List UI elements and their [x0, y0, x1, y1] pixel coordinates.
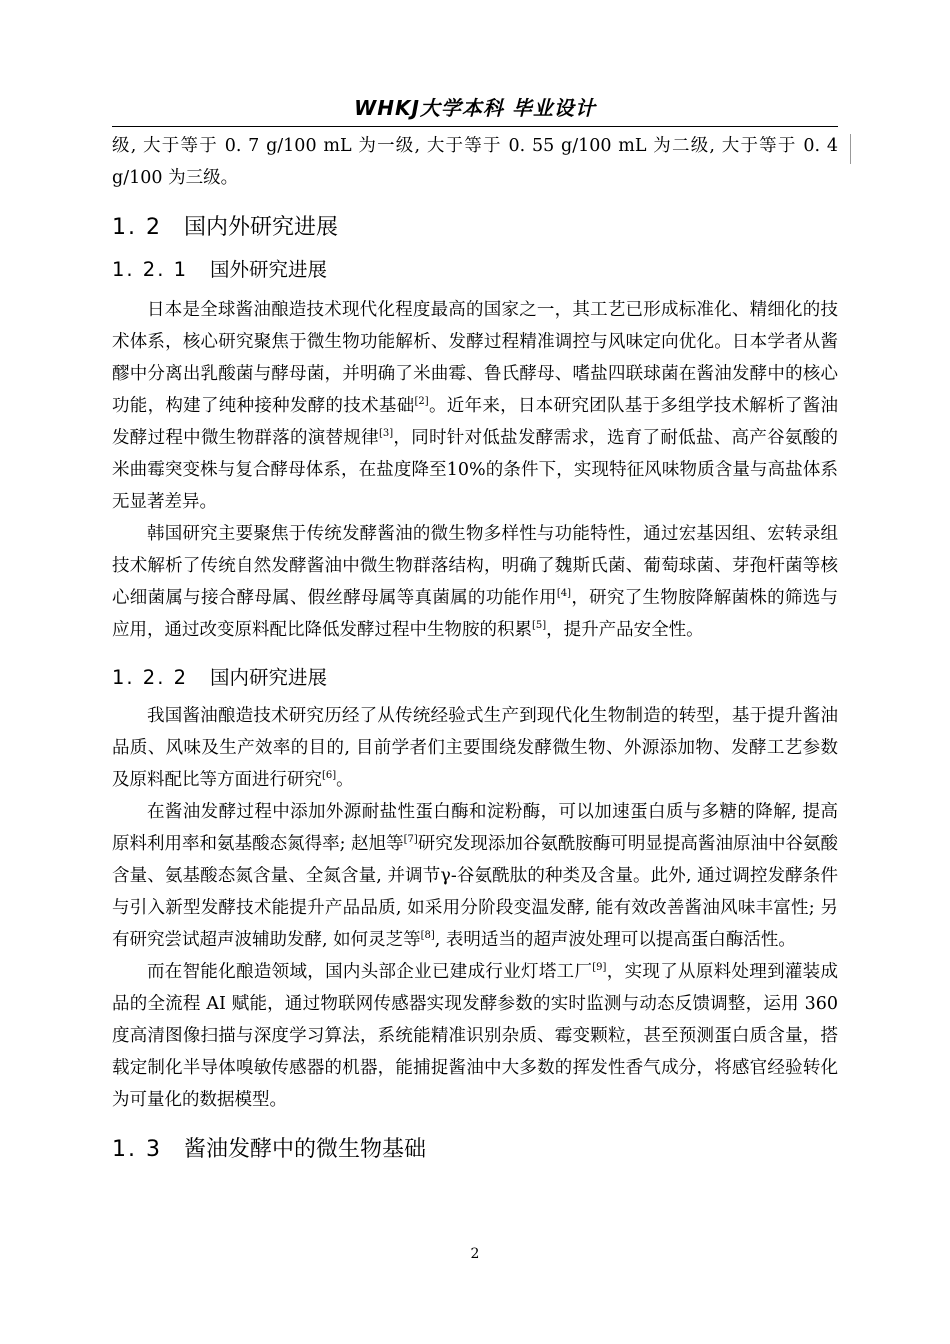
paragraph-smart-brewing [112, 956, 838, 1116]
document-body [112, 130, 838, 1166]
section-heading-1-2 [112, 212, 838, 244]
citation-4: [4] [556, 588, 572, 599]
text-run: 在酱油发酵过程中添加外源耐盐性蛋白酶和淀粉酶，可以加速蛋白质与多糖的降解, 提高原料利用率和氨基酸态氮得率; 赵旭等 [112, 802, 838, 854]
citation-8: [8] [420, 930, 435, 941]
section-number: 1. 2 [112, 215, 162, 240]
text-run: ，提升产品安全性。 [546, 620, 704, 640]
text-run: 日本是全球酱油酿造技术现代化程度最高的国家之一，其工艺已形成标准化、精细化的技术体系，核心研究聚焦于微生物功能解析、发酵过程精准调控与风味定向优化。日本学者从酱醪中分离出乳酸菌与酵母菌，并明确了米曲霉、鲁氏酵母、嗜盐四联球菌在酱油发酵中的核心功能，构建了纯种接种发酵的技术基础 [112, 300, 838, 416]
section-title: 国内外研究进展 [183, 215, 338, 240]
text-run: ，研究了生物胺降解菌株的筛选与应用，通过改变原料配比降低发酵过程中生物胺的积累 [112, 588, 838, 640]
paragraph-domestic-overview [112, 700, 838, 796]
text-run: ，实现了从原料处理到灌装成品的全流程 AI 赋能，通过物联网传感器实现发酵参数的实时监测与动态反馈调整，运用 360 度高清图像扫描与深度学习算法，系统能精准识别杂质、霉变颗粒，甚至预测蛋白质含量，搭载定制化半导体嗅敏传感器的机器，能捕捉酱油中大多数的挥发性香气成分，将感官经验转化为可量化的数据模型。 [112, 962, 838, 1110]
section-title: 国内研究进展 [210, 666, 328, 689]
citation-6: [6] [322, 770, 337, 781]
citation-5: [5] [532, 620, 547, 631]
page-header-title: WHKJ大学本科 毕业设计 [354, 96, 596, 120]
text-run: ，同时针对低盐发酵需求，选育了耐低盐、高产谷氨酸的米曲霉突变株与复合酵母体系，在盐度降至10%的条件下，实现特征风味物质含量与高盐体系无显著差异。 [112, 428, 839, 512]
margin-mark [850, 134, 851, 164]
page-number: 2 [470, 1246, 480, 1262]
continued-paragraph: 级, 大于等于 0. 7 g/100 mL 为一级, 大于等于 0. 55 g/100 mL 为二级, 大于等于 0. 4 g/100 为三级。 [112, 136, 838, 188]
header-divider [112, 126, 838, 127]
section-title: 国外研究进展 [210, 258, 328, 281]
paragraph-domestic-enzymes [112, 796, 838, 956]
paragraph-korea [112, 518, 838, 646]
section-number: 1. 2. 2 [112, 666, 189, 689]
paragraph-japan [112, 294, 838, 518]
section-number: 1. 3 [112, 1137, 162, 1162]
citation-7: [7] [403, 834, 418, 845]
text-run: 而在智能化酿造领域，国内头部企业已建成行业灯塔工厂 [147, 962, 593, 982]
citation-2: [2] [414, 396, 429, 407]
section-number: 1. 2. 1 [112, 258, 189, 281]
section-heading-1-2-1 [112, 254, 838, 286]
text-run: 。 [336, 770, 354, 790]
section-title: 酱油发酵中的微生物基础 [183, 1137, 426, 1162]
text-run: 研究发现添加谷氨酰胺酶可明显提高酱油原油中谷氨酸含量、氨基酸态氮含量、全氮含量, 并调节γ-谷氨酰肽的种类及含量。此外, 通过调控发酵条件与引入新型发酵技术能提升产品品质, 如采用分阶段变温发酵, 能有效改善酱油风味丰富性; 另有研究尝试超声波辅助发酵, 如何灵芝等 [112, 834, 838, 950]
text-run: , 表明适当的超声波处理可以提高蛋白酶活性。 [434, 930, 796, 950]
citation-3: [3] [378, 428, 394, 439]
text-run: 。近年来，日本研究团队基于多组学技术解析了酱油发酵过程中微生物群落的演替规律 [112, 396, 839, 448]
section-heading-1-3 [112, 1134, 838, 1166]
text-run: 韩国研究主要聚焦于传统发酵酱油的微生物多样性与功能特性，通过宏基因组、宏转录组技术解析了传统自然发酵酱油中微生物群落结构，明确了魏斯氏菌、葡萄球菌、芽孢杆菌等核心细菌属与接合酵母属、假丝酵母属等真菌属的功能作用 [112, 524, 838, 608]
citation-9: [9] [592, 962, 607, 973]
section-heading-1-2-2 [112, 662, 838, 694]
text-run: 我国酱油酿造技术研究历经了从传统经验式生产到现代化生物制造的转型，基于提升酱油品质、风味及生产效率的目的, 目前学者们主要围绕发酵微生物、外源添加物、发酵工艺参数及原料配比等方面进行研究 [112, 706, 838, 790]
